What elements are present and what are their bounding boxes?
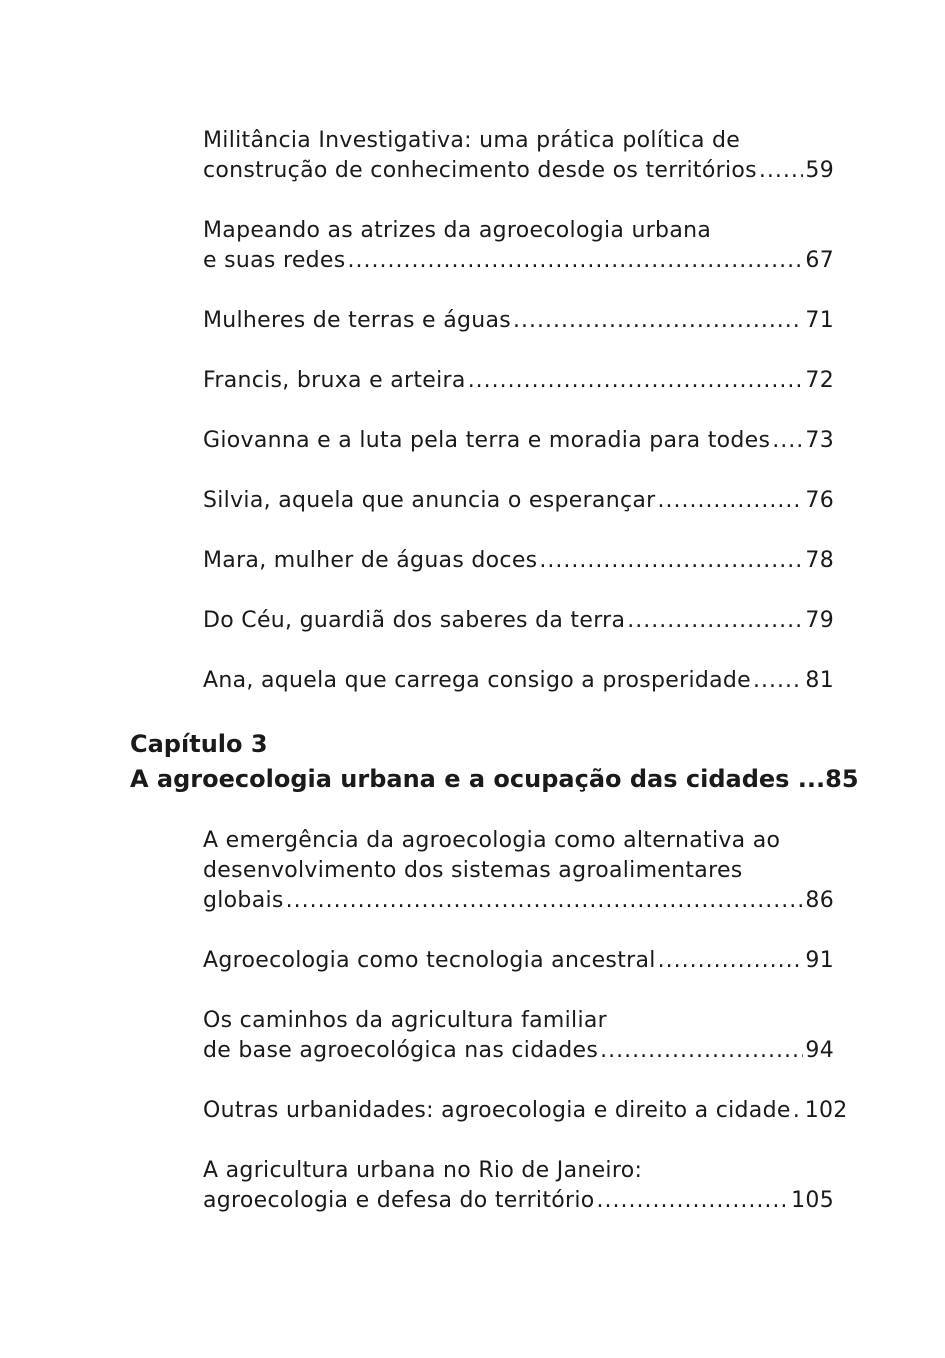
dot-leader	[772, 426, 803, 456]
toc-page-number: 72	[805, 368, 834, 393]
toc-page-number: 71	[805, 308, 834, 333]
toc-page-number: 91	[805, 948, 834, 973]
toc-entry	[203, 366, 834, 396]
toc-entry-title: Mara, mulher de águas doces	[203, 548, 538, 573]
toc-entry-title: construção de conhecimento desde os territórios	[203, 158, 757, 183]
toc-entry-title: globais	[203, 888, 284, 913]
toc-entry	[203, 1156, 834, 1216]
toc-entry	[203, 606, 834, 636]
toc-entry	[203, 426, 834, 456]
toc-page-number: 94	[805, 1038, 834, 1063]
toc-entry-line: Os caminhos da agricultura familiar	[203, 1008, 607, 1033]
toc-entry-title: Mulheres de terras e águas	[203, 308, 512, 333]
toc-entry	[203, 306, 834, 336]
toc-entry	[203, 826, 834, 916]
toc-entry	[203, 1006, 834, 1066]
dot-leader	[657, 486, 803, 516]
toc-entry-title: Ana, aquela que carrega consigo a prosperidade	[203, 668, 751, 693]
toc-page-number: 81	[805, 668, 834, 693]
chapter-label: Capítulo 3	[130, 730, 268, 758]
toc-page-number: 86	[805, 888, 834, 913]
dot-leader	[348, 246, 804, 276]
dot-leader	[600, 1036, 803, 1066]
dot-leader	[759, 156, 804, 186]
toc-entry	[203, 546, 834, 576]
toc-entry	[203, 666, 834, 696]
toc-page-number: 79	[805, 608, 834, 633]
toc-page-number: 73	[805, 428, 834, 453]
toc-entry-title: Do Céu, guardiã dos saberes da terra	[203, 608, 626, 633]
toc-entry-title: Agroecologia como tecnologia ancestral	[203, 948, 656, 973]
dot-leader	[793, 1096, 803, 1126]
chapter-heading	[130, 727, 859, 797]
toc-entry-line: Militância Investigativa: uma prática política de	[203, 128, 741, 153]
toc-page-number: 78	[805, 548, 834, 573]
toc-page-number: 102	[804, 1098, 848, 1123]
toc-entry-title: Giovanna e a luta pela terra e moradia para todes	[203, 428, 771, 453]
toc-entry	[203, 126, 834, 186]
toc-entry-line: A emergência da agroecologia como alternativa ao	[203, 828, 781, 853]
dot-leader	[597, 1186, 790, 1216]
toc-entry-title: Francis, bruxa e arteira	[203, 368, 466, 393]
toc-entry	[203, 216, 834, 276]
dot-leader	[539, 546, 803, 576]
toc-entry-line: Mapeando as atrizes da agroecologia urbana	[203, 218, 712, 243]
toc-entry-title: Silvia, aquela que anuncia o esperançar	[203, 488, 656, 513]
toc-entry-line: desenvolvimento dos sistemas agroalimentares	[203, 858, 743, 883]
dot-leader	[513, 306, 803, 336]
chapter-title: A agroecologia urbana e a ocupação das cidades ...	[130, 765, 826, 793]
dot-leader	[286, 886, 804, 916]
toc-entry-title: Outras urbanidades: agroecologia e direito a cidade	[203, 1098, 791, 1123]
chapter-page-number: 85	[825, 765, 859, 793]
toc-entry-title: agroecologia e defesa do território	[203, 1188, 595, 1213]
toc-page-number: 59	[805, 158, 834, 183]
toc-page-number: 76	[805, 488, 834, 513]
dot-leader	[753, 666, 803, 696]
dot-leader	[627, 606, 803, 636]
toc-entry-title: e suas redes	[203, 248, 346, 273]
dot-leader	[468, 366, 804, 396]
toc-entry	[203, 946, 834, 976]
toc-entry	[203, 1096, 848, 1126]
dot-leader	[658, 946, 804, 976]
toc-page-number: 105	[791, 1188, 834, 1213]
toc-entry	[203, 486, 834, 516]
toc-entry-title: de base agroecológica nas cidades	[203, 1038, 599, 1063]
toc-entry-line: A agricultura urbana no Rio de Janeiro:	[203, 1158, 643, 1183]
toc-page-number: 67	[805, 248, 834, 273]
